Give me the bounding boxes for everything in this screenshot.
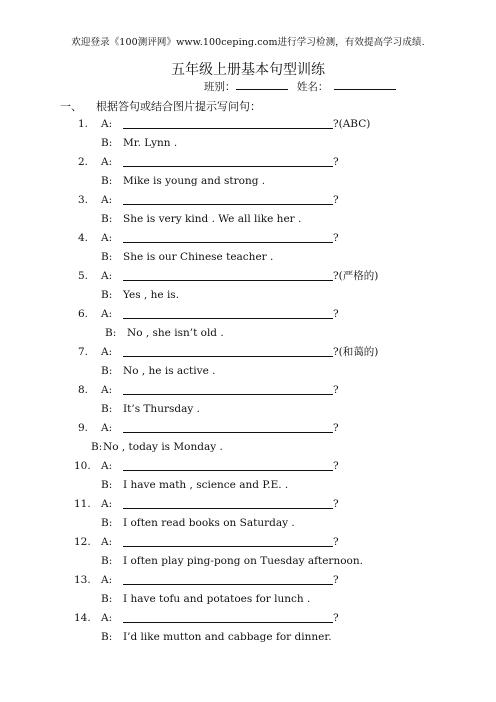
- speaker-a-label: A:: [101, 194, 113, 206]
- question-a-line: [0, 345, 496, 359]
- question-b-line: [0, 326, 496, 340]
- question-suffix: ?: [333, 194, 339, 206]
- class-label: 班别：: [204, 81, 236, 93]
- answer-line-container: [123, 611, 339, 625]
- question-suffix: ?(和蔼的): [333, 346, 379, 358]
- question-b-line: [0, 212, 496, 226]
- answer-blank[interactable]: [123, 269, 333, 281]
- answer-line-container: [123, 117, 370, 131]
- answer-text: Mr. Lynn .: [123, 137, 178, 149]
- question-a-line: [0, 307, 496, 321]
- answer-blank[interactable]: [123, 383, 333, 395]
- answer-blank[interactable]: [123, 421, 333, 433]
- speaker-a-label: A:: [101, 422, 113, 434]
- section-number: 一、: [60, 100, 82, 113]
- question-number: 14.: [74, 612, 91, 624]
- question-b-line: [0, 554, 496, 568]
- question-suffix: ?: [333, 460, 339, 472]
- answer-line-container: [123, 155, 339, 169]
- speaker-b-label: B:: [101, 213, 113, 225]
- answer-line-container: [123, 535, 339, 549]
- page-title: 五年级上册基本句型训练: [171, 62, 325, 78]
- speaker-b-label: B:: [101, 555, 113, 567]
- answer-line-container: [123, 497, 339, 511]
- question-a-line: [0, 611, 496, 625]
- answer-line-container: [123, 421, 339, 435]
- question-suffix: ?: [333, 536, 339, 548]
- question-suffix: ?: [333, 612, 339, 624]
- question-suffix: ?: [333, 384, 339, 396]
- speaker-b-label: B:: [101, 479, 113, 491]
- answer-line-container: [123, 269, 378, 283]
- answer-line-container: [123, 459, 339, 473]
- answer-text: I have tofu and potatoes for lunch .: [123, 593, 311, 605]
- speaker-b-label: B:: [101, 631, 113, 643]
- question-b-line: [0, 364, 496, 378]
- answer-line-container: [123, 345, 378, 359]
- question-a-line: [0, 193, 496, 207]
- speaker-a-label: A:: [101, 536, 113, 548]
- answer-text: Mike is young and strong .: [123, 175, 266, 187]
- question-suffix: ?: [333, 232, 339, 244]
- question-a-line: [0, 117, 496, 131]
- answer-text: She is our Chinese teacher .: [123, 251, 274, 263]
- question-suffix: ?: [333, 498, 339, 510]
- speaker-b-label: B:: [101, 289, 113, 301]
- question-number: 7.: [78, 346, 89, 358]
- answer-text: I’d like mutton and cabbage for dinner.: [123, 631, 332, 643]
- answer-blank[interactable]: [123, 497, 333, 509]
- speaker-a-label: A:: [101, 346, 113, 358]
- speaker-a-label: A:: [101, 384, 113, 396]
- answer-text: I often play ping-pong on Tuesday afternoon.: [123, 555, 363, 567]
- speaker-b-label: B:: [101, 403, 113, 415]
- answer-blank[interactable]: [123, 611, 333, 623]
- question-b-line: [0, 136, 496, 150]
- question-number: 13.: [74, 574, 91, 586]
- answer-line-container: [123, 231, 339, 245]
- question-b-line: [0, 174, 496, 188]
- question-suffix: ?: [333, 156, 339, 168]
- answer-blank[interactable]: [123, 155, 333, 167]
- question-a-line: [0, 535, 496, 549]
- speaker-a-label: A:: [101, 498, 113, 510]
- answer-text: No , she isn’t old .: [127, 327, 224, 339]
- question-number: 10.: [74, 460, 91, 472]
- speaker-b-label: B:: [101, 251, 113, 263]
- question-b-line: [0, 288, 496, 302]
- question-b-line: [0, 630, 496, 644]
- answer-line-container: [123, 573, 339, 587]
- question-number: 12.: [74, 536, 91, 548]
- question-a-line: [0, 421, 496, 435]
- question-a-line: [0, 269, 496, 283]
- question-number: 4.: [78, 232, 89, 244]
- question-suffix: ?: [333, 422, 339, 434]
- question-a-line: [0, 459, 496, 473]
- speaker-a-label: A:: [101, 270, 113, 282]
- question-b-line: [0, 478, 496, 492]
- speaker-a-label: A:: [101, 574, 113, 586]
- question-a-line: [0, 155, 496, 169]
- question-number: 8.: [78, 384, 89, 396]
- question-suffix: ?(ABC): [333, 118, 371, 130]
- answer-blank[interactable]: [123, 193, 333, 205]
- question-number: 3.: [78, 194, 89, 206]
- speaker-a-label: A:: [101, 460, 113, 472]
- speaker-b-label: B:: [105, 327, 117, 339]
- question-a-line: [0, 231, 496, 245]
- question-b-line: [0, 440, 496, 454]
- question-b-line: [0, 592, 496, 606]
- question-b-line: [0, 402, 496, 416]
- question-number: 9.: [78, 422, 89, 434]
- question-number: 5.: [78, 270, 89, 282]
- answer-text: I often read books on Saturday .: [123, 517, 295, 529]
- question-b-line: [0, 516, 496, 530]
- question-a-line: [0, 497, 496, 511]
- answer-blank[interactable]: [123, 573, 333, 585]
- speaker-a-label: A:: [101, 612, 113, 624]
- speaker-b-label: B:: [101, 365, 113, 377]
- question-number: 1.: [78, 118, 89, 130]
- answer-blank[interactable]: [123, 307, 333, 319]
- speaker-b-label: B:: [101, 517, 113, 529]
- answer-text: No , he is active .: [123, 365, 216, 377]
- answer-blank[interactable]: [123, 345, 333, 357]
- speaker-a-label: A:: [101, 308, 113, 320]
- question-number: 11.: [74, 498, 91, 510]
- answer-text: It’s Thursday .: [123, 403, 200, 415]
- question-a-line: [0, 573, 496, 587]
- question-suffix: ?(严格的): [333, 270, 379, 282]
- answer-blank[interactable]: [123, 231, 333, 243]
- answer-line-container: [123, 307, 339, 321]
- answer-text: She is very kind . We all like her .: [123, 213, 302, 225]
- speaker-b-label: B:: [91, 441, 103, 453]
- speaker-b-label: B:: [101, 175, 113, 187]
- answer-text: No , today is Monday .: [103, 441, 223, 453]
- answer-blank[interactable]: [123, 535, 333, 547]
- header-note: 欢迎登录《100测评网》www.100ceping.com进行学习检测，有效提高学习成绩.: [71, 37, 425, 48]
- answer-line-container: [123, 193, 339, 207]
- question-suffix: ?: [333, 574, 339, 586]
- question-number: 2.: [78, 156, 89, 168]
- speaker-a-label: A:: [101, 232, 113, 244]
- speaker-b-label: B:: [101, 137, 113, 149]
- question-number: 6.: [78, 308, 89, 320]
- question-a-line: [0, 383, 496, 397]
- section-instruction: 根据答句或结合图片提示写问句：: [96, 100, 261, 113]
- speaker-a-label: A:: [101, 156, 113, 168]
- answer-blank[interactable]: [123, 459, 333, 471]
- speaker-b-label: B:: [101, 593, 113, 605]
- answer-text: I have math , science and P.E. .: [123, 479, 289, 491]
- speaker-a-label: A:: [101, 118, 113, 130]
- answer-text: Yes , he is.: [123, 289, 180, 301]
- answer-blank[interactable]: [123, 117, 333, 129]
- name-label: 姓名：: [296, 81, 329, 93]
- answer-line-container: [123, 383, 339, 397]
- question-b-line: [0, 250, 496, 264]
- question-suffix: ?: [333, 308, 339, 320]
